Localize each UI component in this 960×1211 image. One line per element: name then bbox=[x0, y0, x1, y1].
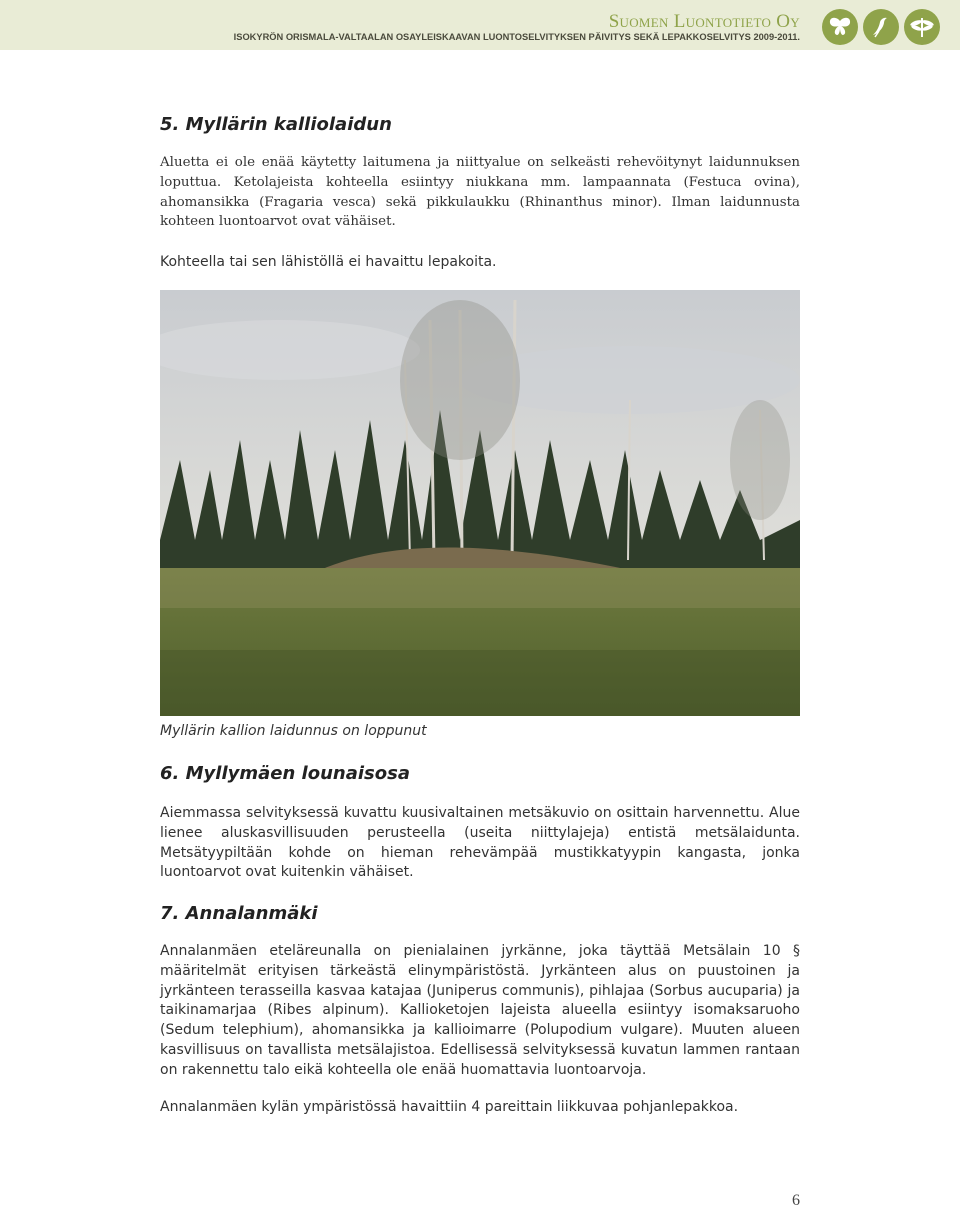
brand-name: Suomen Luontotieto Oy bbox=[608, 11, 800, 32]
section-6-paragraph-1: Aiemmassa selvityksessä kuvattu kuusivaltainen metsäkuvio on osittain harvennettu. Alue lienee aluskasvillisuuden perusteella (useita niittylajeja) entistä metsälaidunta. Metsätyypiltään kohde on hieman rehevämpää mustikkatyypin kangasta, jonka luontoarvot ovat kuitenkin vähäiset. bbox=[160, 805, 800, 881]
section-5-paragraph-2: Kohteella tai sen lähistöllä ei havaittu lepakoita. bbox=[160, 254, 497, 270]
butterfly-icon bbox=[822, 9, 858, 45]
report-subtitle: ISOKYRÖN ORISMALA-VALTAALAN OSAYLEISKAAVAN LUONTOSELVITYKSEN PÄIVITYS SEKÄ LEPAKKOSELVITYS 2009-2011. bbox=[233, 32, 800, 42]
photo-caption: Myllärin kallion laidunnus on loppunut bbox=[160, 723, 427, 739]
page-header bbox=[0, 0, 960, 50]
dragonfly-icon bbox=[904, 9, 940, 45]
page-number: 6 bbox=[792, 1192, 800, 1209]
section-7-heading: 7. Annalanmäki bbox=[160, 903, 318, 924]
meadow-photo bbox=[160, 290, 800, 716]
section-6-heading: 6. Myllymäen lounaisosa bbox=[160, 763, 410, 784]
section-5-paragraph-1: Aluetta ei ole enää käytetty laitumena ja niittyalue on selkeästi rehevöitynyt laidunnuksen loputtua. Ketolajeista kohteella esiintyy niukkana mm. lampaannata (Festuca ovina), ahomansikka (Fragaria vesca) sekä pikkulaukku (Rhinanthus minor). Ilman laidunnusta kohteen luontoarvot ovat vähäiset. bbox=[160, 155, 800, 230]
section-5-heading: 5. Myllärin kalliolaidun bbox=[160, 114, 392, 135]
section-7-paragraph-1: Annalanmäen eteläreunalla on pienialainen jyrkänne, joka täyttää Metsälain 10 § määritelmät erityisen tärkeästä elinympäristöstä. Jyrkänteen alus on puustoinen ja jyrkänteen terasseilla kasvaa katajaa (Juniperus communis), pihlajaa (Sorbus aucuparia) ja taikinamarjaa (Ribes alpinum). Kallioketojen lajeista alueella esiintyy isomaksaruoho (Sedum telephium), ahomansikka ja kallioimarre (Polupodium vulgare). Muuten alueen kasvillisuus on tavallista metsälajistoa. Edellisessä selvityksessä kuvatun lammen rantaan on rakennettu talo eikä kohteella ole enää huomattavia luontoarvoja. bbox=[160, 943, 800, 1078]
bird-icon bbox=[863, 9, 899, 45]
section-7-paragraph-2: Annalanmäen kylän ympäristössä havaittiin 4 pareittain liikkuvaa pohjanlepakkoa. bbox=[160, 1099, 739, 1115]
